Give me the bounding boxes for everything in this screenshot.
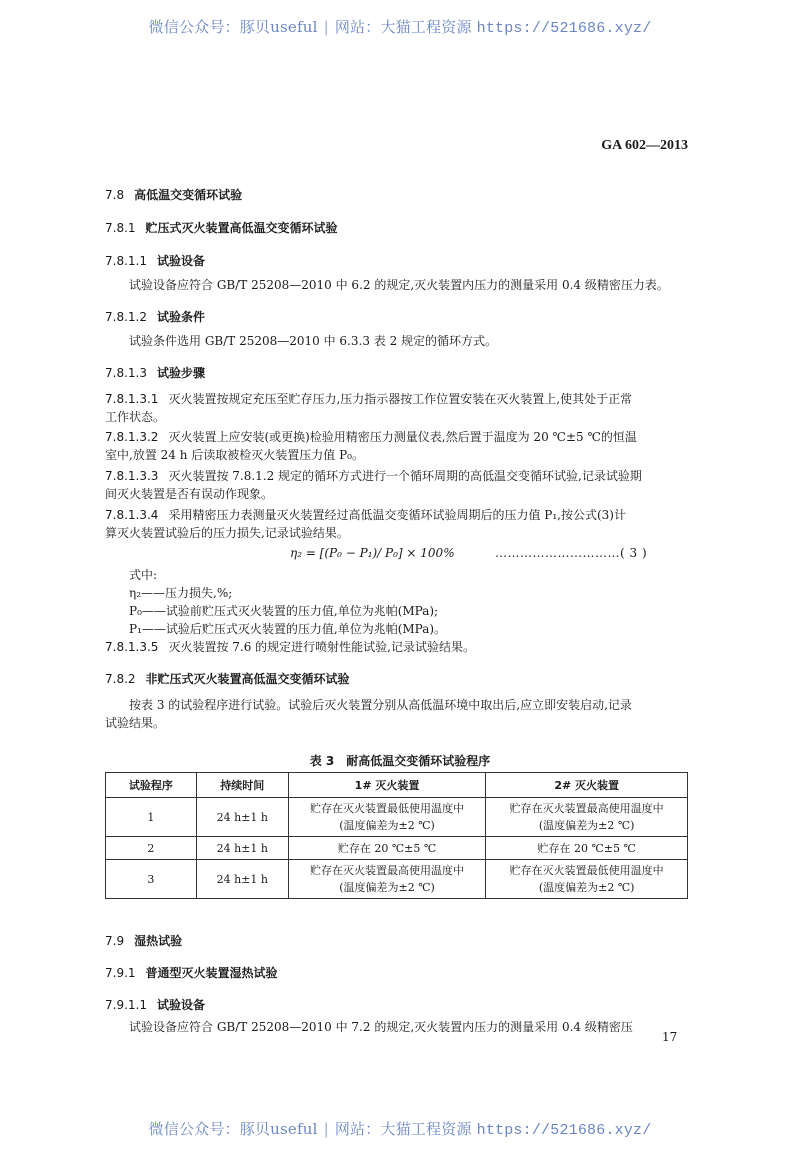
table-3	[105, 772, 688, 899]
watermark-wechat: 微信公众号：豚贝useful	[148, 18, 318, 36]
clause-number: 7.8.1.3.1	[105, 392, 159, 406]
heading-number: 7.8.1.2	[105, 310, 147, 324]
table-header-row	[106, 773, 688, 798]
watermark-url: https://521686.xyz/	[476, 20, 652, 37]
cell-line: 贮存在灭火装置最高使用温度中	[509, 802, 664, 815]
page-number: 17	[662, 1030, 678, 1044]
heading-7-8-1	[105, 219, 338, 236]
clause-7-8-1-3-2	[105, 428, 690, 464]
heading-title: 试验步骤	[156, 366, 205, 380]
clause-line: 间灭火装置是否有误动作现象。	[105, 487, 274, 501]
heading-number: 7.8.1	[105, 221, 136, 235]
clause-number: 7.8.1.3.3	[105, 469, 159, 483]
watermark-bottom	[0, 1118, 800, 1139]
clause-line: 灭火装置按 7.6 的规定进行喷射性能试验,记录试验结果。	[168, 640, 475, 654]
column-header: 试验程序	[106, 773, 197, 798]
heading-title: 湿热试验	[134, 934, 183, 948]
table-caption: 表 3 耐高低温交变循环试验程序	[309, 754, 491, 768]
cell-device-2: 贮存在 20 ℃±5 ℃	[486, 837, 688, 860]
cell-duration: 24 h±1 h	[196, 860, 288, 899]
formula-3: η₂ = [(P₀ − P₁)/ P₀] × 100%	[290, 546, 455, 560]
heading-title: 高低温交变循环试验	[134, 188, 243, 202]
cell-step: 2	[106, 837, 197, 860]
heading-title: 试验设备	[156, 998, 205, 1012]
clause-number: 7.8.1.3.5	[105, 640, 159, 654]
cell-device-1: 贮存在 20 ℃±5 ℃	[288, 837, 486, 860]
clause-7-8-1-3-1	[105, 390, 690, 426]
paragraph-line: 试验结果。	[105, 716, 166, 730]
clause-number: 7.8.1.3.4	[105, 508, 159, 522]
heading-7-8-2	[105, 670, 350, 687]
paragraph-7-9-1-1: 试验设备应符合 GB/T 25208—2010 中 7.2 的规定,灭火装置内压力的测量采用 0.4 级精密压	[129, 1020, 633, 1034]
heading-title: 非贮压式灭火装置高低温交变循环试验	[145, 672, 350, 686]
cell-device-1	[288, 798, 486, 837]
heading-number: 7.8.1.1	[105, 254, 147, 268]
heading-title: 试验条件	[156, 310, 205, 324]
cell-device-2	[486, 860, 688, 899]
heading-7-8-1-2	[105, 308, 205, 325]
watermark-site: 网站：大猫工程资源	[334, 18, 472, 36]
clause-number: 7.8.1.3.2	[105, 430, 159, 444]
cell-line: (温度偏差为±2 ℃)	[339, 819, 435, 832]
cell-device-2	[486, 798, 688, 837]
paragraph-7-8-1-2: 试验条件选用 GB/T 25208—2010 中 6.3.3 表 2 规定的循环方式。	[129, 334, 498, 348]
clause-line: 算灭火装置试验后的压力损失,记录试验结果。	[105, 526, 349, 540]
table-row	[106, 798, 688, 837]
cell-line: 贮存在灭火装置最低使用温度中	[509, 864, 664, 877]
heading-title: 试验设备	[156, 254, 205, 268]
clause-line: 灭火装置按 7.8.1.2 规定的循环方式进行一个循环周期的高低温交变循环试验,记录试验期	[168, 469, 642, 483]
cell-step: 1	[106, 798, 197, 837]
column-header: 1# 灭火装置	[288, 773, 486, 798]
clause-line: 工作状态。	[105, 410, 166, 424]
formula-number: …………………………( 3 )	[495, 546, 648, 560]
heading-7-8	[105, 186, 242, 203]
column-header: 持续时间	[196, 773, 288, 798]
standard-number: GA 602—2013	[601, 138, 688, 153]
watermark-separator: |	[323, 1120, 329, 1138]
clause-7-8-1-3-4	[105, 506, 690, 542]
heading-number: 7.9	[105, 934, 125, 948]
cell-line: (温度偏差为±2 ℃)	[538, 819, 635, 832]
heading-number: 7.9.1	[105, 966, 136, 980]
table-row	[106, 837, 688, 860]
where-item: P₀——试验前贮压式灭火装置的压力值,单位为兆帕(MPa);	[129, 604, 439, 618]
heading-7-9-1	[105, 964, 278, 981]
watermark-wechat: 微信公众号：豚贝useful	[148, 1120, 318, 1138]
cell-line: 贮存在灭火装置最低使用温度中	[310, 802, 465, 815]
cell-device-1	[288, 860, 486, 899]
heading-7-9	[105, 932, 182, 949]
heading-title: 普通型灭火装置湿热试验	[145, 966, 278, 980]
heading-number: 7.9.1.1	[105, 998, 147, 1012]
heading-title: 贮压式灭火装置高低温交变循环试验	[145, 221, 338, 235]
cell-duration: 24 h±1 h	[196, 837, 288, 860]
clause-7-8-1-3-3	[105, 467, 690, 503]
heading-7-9-1-1	[105, 996, 205, 1013]
where-label: 式中:	[129, 568, 158, 582]
clause-7-8-1-3-5	[105, 638, 690, 656]
heading-7-8-1-1	[105, 252, 205, 269]
cell-line: (温度偏差为±2 ℃)	[538, 881, 635, 894]
heading-number: 7.8.2	[105, 672, 136, 686]
clause-line: 灭火装置上应安装(或更换)检验用精密压力测量仪表,然后置于温度为 20 ℃±5 ℃的恒温	[168, 430, 637, 444]
where-item: P₁——试验后贮压式灭火装置的压力值,单位为兆帕(MPa)。	[129, 622, 447, 636]
where-item: η₂——压力损失,%;	[129, 586, 233, 600]
paragraph-7-8-2	[105, 696, 690, 732]
watermark-site: 网站：大猫工程资源	[334, 1120, 472, 1138]
watermark-top	[0, 16, 800, 37]
heading-number: 7.8.1.3	[105, 366, 147, 380]
clause-line: 采用精密压力表测量灭火装置经过高低温交变循环试验周期后的压力值 P₁,按公式(3)计	[168, 508, 626, 522]
paragraph-line: 按表 3 的试验程序进行试验。试验后灭火装置分别从高低温环境中取出后,应立即安装启动,记录	[129, 698, 632, 712]
cell-step: 3	[106, 860, 197, 899]
clause-line: 灭火装置按规定充压至贮存压力,压力指示器按工作位置安装在灭火装置上,使其处于正常	[168, 392, 633, 406]
watermark-url: https://521686.xyz/	[476, 1122, 652, 1139]
heading-number: 7.8	[105, 188, 125, 202]
watermark-separator: |	[323, 18, 329, 36]
clause-line: 室中,放置 24 h 后读取被检灭火装置压力值 P₀。	[105, 448, 364, 462]
cell-line: 贮存在灭火装置最高使用温度中	[310, 864, 465, 877]
cell-duration: 24 h±1 h	[196, 798, 288, 837]
column-header: 2# 灭火装置	[486, 773, 688, 798]
heading-7-8-1-3	[105, 364, 205, 381]
cell-line: (温度偏差为±2 ℃)	[339, 881, 435, 894]
paragraph-7-8-1-1: 试验设备应符合 GB/T 25208—2010 中 6.2 的规定,灭火装置内压力的测量采用 0.4 级精密压力表。	[129, 278, 669, 292]
table-row	[106, 860, 688, 899]
